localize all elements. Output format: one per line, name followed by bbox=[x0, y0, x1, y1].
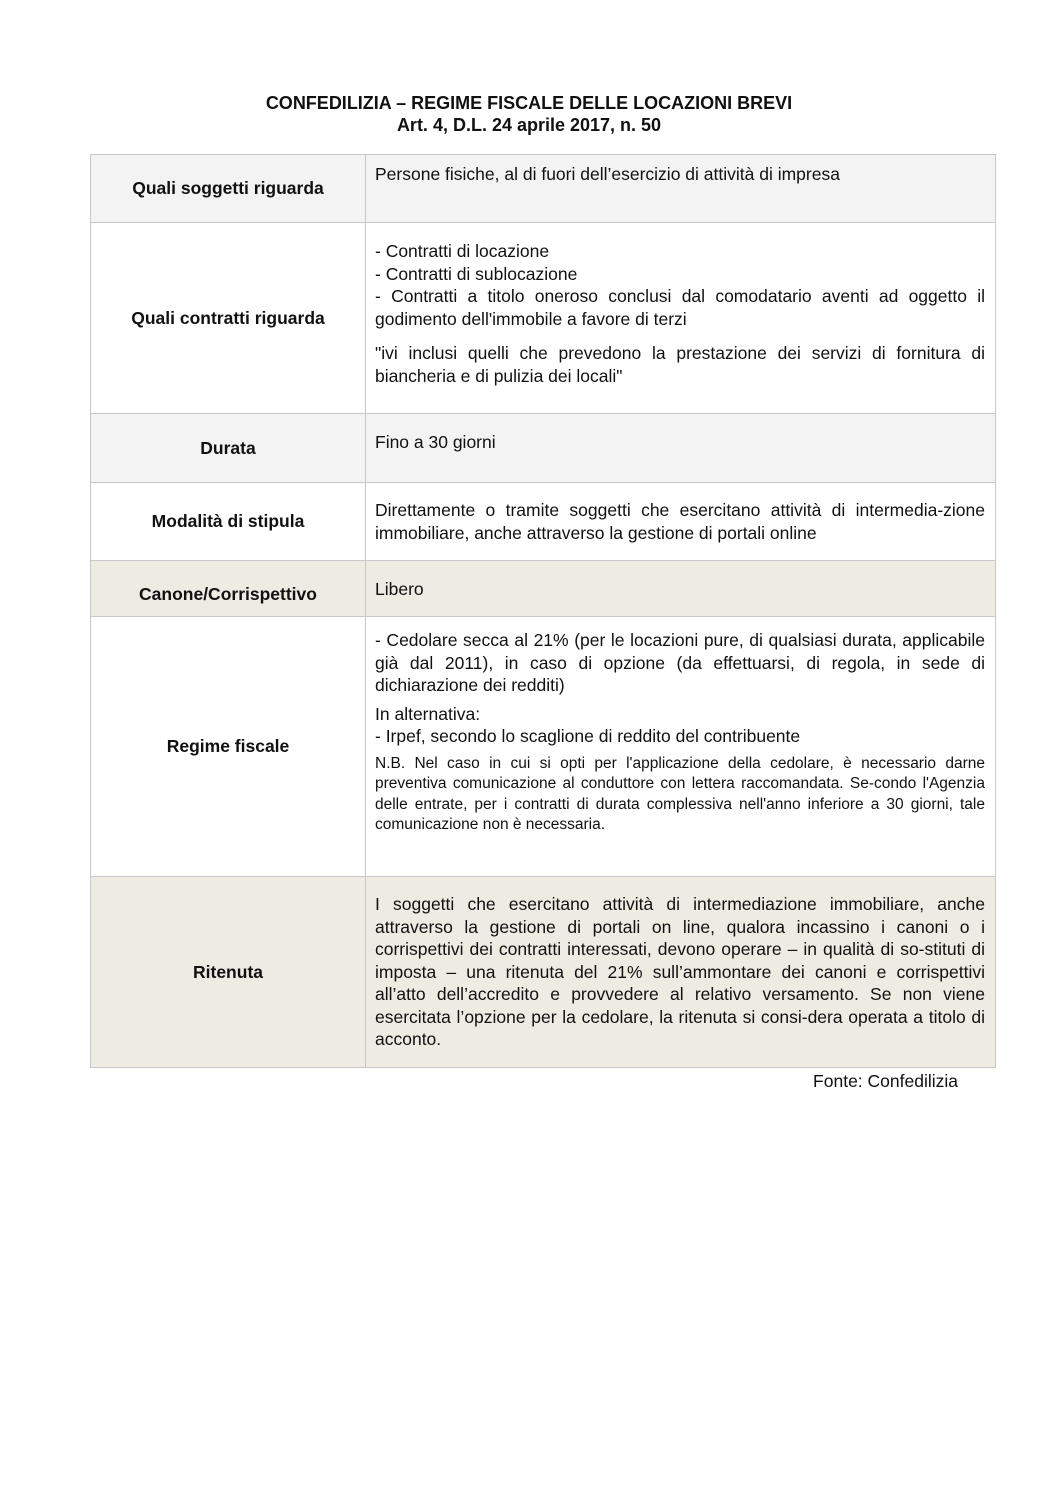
row-label-soggetti: Quali soggetti riguarda bbox=[91, 155, 366, 223]
row-label-regime: Regime fiscale bbox=[91, 617, 366, 877]
row-content-modalita bbox=[366, 483, 996, 561]
table-row-contratti bbox=[91, 223, 996, 414]
table-row-modalita bbox=[91, 483, 996, 561]
table-row-soggetti bbox=[91, 155, 996, 223]
document-title: CONFEDILIZIA – REGIME FISCALE DELLE LOCAZIONI BREVI bbox=[265, 93, 793, 113]
regime-cedolare: - Cedolare secca al 21% (per le locazioni pure, di qualsiasi durata, applicabile già dal 2011), in caso di opzione (da effettuarsi, di regola, in sede di dichiarazione dei redditi) bbox=[375, 630, 985, 695]
soggetti-text: Persone fisiche, al di fuori dell’esercizio di attività di impresa bbox=[375, 164, 840, 184]
row-label-modalita: Modalità di stipula bbox=[91, 483, 366, 561]
row-content-regime bbox=[366, 617, 996, 877]
row-label-durata: Durata bbox=[91, 414, 366, 483]
row-label-ritenuta: Ritenuta bbox=[91, 877, 366, 1068]
regime-irpef: - Irpef, secondo lo scaglione di reddito del contribuente bbox=[375, 726, 801, 746]
row-content-contratti bbox=[366, 223, 996, 414]
contratti-quote: "ivi inclusi quelli che prevedono la prestazione dei servizi di fornitura di biancheria e di pulizia dei locali" bbox=[375, 343, 985, 386]
table-row-canone bbox=[91, 561, 996, 617]
row-label-canone: Canone/Corrispettivo bbox=[91, 561, 366, 617]
row-label-contratti: Quali contratti riguarda bbox=[91, 223, 366, 414]
modalita-text: Direttamente o tramite soggetti che esercitano attività di intermedia-zione immobiliare, anche attraverso la gestione di portali online bbox=[375, 500, 985, 543]
table-row-regime bbox=[91, 617, 996, 877]
row-content-ritenuta bbox=[366, 877, 996, 1068]
ritenuta-text: I soggetti che esercitano attività di intermediazione immobiliare, anche attraverso la gestione di portali on line, qualora incassino i canoni o i corrispettivi dei contratti interessati, devono operare – in qualità di so-stituti di imposta – una ritenuta del 21% sull’ammontare dei canoni e corrispettivi all’atto dell’accredito e provvedere al relativo versamento. Se non viene esercitata l’opzione per la cedolare, la ritenuta si consi-dera operata a titolo di acconto. bbox=[375, 894, 985, 1049]
row-content-canone bbox=[366, 561, 996, 617]
row-content-durata bbox=[366, 414, 996, 483]
contratti-line-1: - Contratti di locazione bbox=[375, 241, 550, 261]
canone-text: Libero bbox=[375, 579, 424, 599]
contratti-line-2: - Contratti di sublocazione bbox=[375, 263, 578, 284]
regime-nb: N.B. Nel caso in cui si opti per l'applicazione della cedolare, è necessario darne preventiva comunicazione al conduttore con lettera raccomandata. Se-condo l'Agenzia delle entrate, per i contratti di durata complessiva nell'anno inferiore a 30 giorni, tale comunicazione non è necessaria. bbox=[375, 754, 985, 833]
regime-table bbox=[90, 154, 996, 1068]
document-subtitle: Art. 4, D.L. 24 aprile 2017, n. 50 bbox=[396, 115, 662, 135]
regime-alternativa: In alternativa: bbox=[375, 703, 481, 724]
durata-text: Fino a 30 giorni bbox=[375, 432, 496, 452]
row-content-soggetti bbox=[366, 155, 996, 223]
contratti-line-3: - Contratti a titolo oneroso conclusi dal comodatario aventi ad oggetto il godimento dell'immobile a favore di terzi bbox=[375, 286, 985, 329]
table-row-durata bbox=[91, 414, 996, 483]
table-row-ritenuta bbox=[91, 877, 996, 1068]
document-title-block bbox=[0, 92, 1058, 136]
source-note: Fonte: Confedilizia bbox=[813, 1071, 958, 1091]
